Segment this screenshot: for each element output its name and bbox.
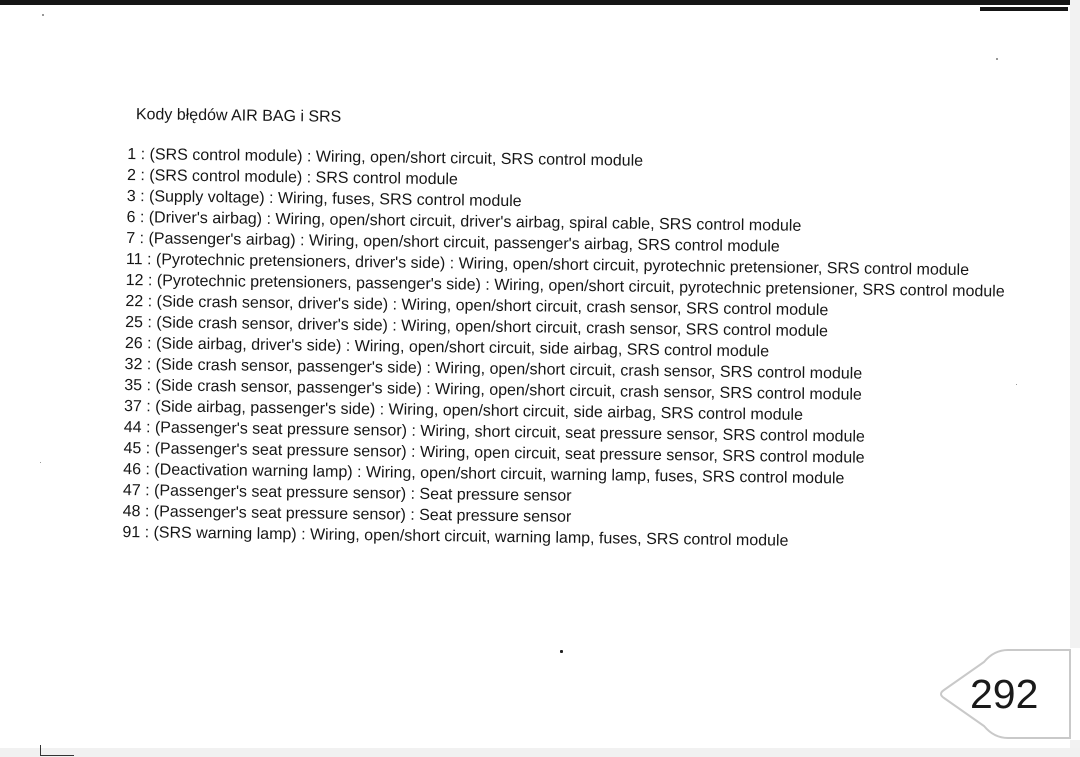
error-code-separator: : [142, 314, 157, 332]
error-code-description: (Side crash sensor, driver's side) : Wiring, open/short circuit, crash sensor, SRS control module [156, 293, 829, 320]
scan-speck [996, 58, 998, 60]
error-code-separator: : [142, 251, 157, 269]
scan-speck [42, 14, 44, 16]
top-border-rule [0, 0, 1080, 5]
error-code-separator: : [140, 461, 155, 479]
error-code-description: (Side crash sensor, passenger's side) : Wiring, open/short circuit, crash sensor, SRS control module [155, 356, 863, 383]
error-code-number: 37 [123, 397, 142, 416]
error-code-description: (SRS control module) : SRS control module [149, 167, 458, 189]
error-code-separator: : [140, 503, 154, 521]
error-code-separator: : [141, 440, 155, 458]
page-number: 292 [970, 671, 1039, 717]
error-code-number: 2 [126, 166, 137, 185]
error-code-number: 46 [123, 460, 142, 479]
error-code-description: (Pyrotechnic pretensioners, passenger's side) : Wiring, open/short circuit, pyrotechnic pretensioner, SRS control module [156, 272, 1005, 301]
error-code-separator: : [143, 293, 157, 311]
error-code-description: (Supply voltage) : Wiring, fuses, SRS control module [148, 188, 522, 211]
error-code-separator: : [136, 146, 150, 164]
error-code-separator: : [135, 209, 149, 227]
error-code-number: 45 [123, 439, 142, 458]
error-code-description: (Passenger's seat pressure sensor) : Wiring, short circuit, seat pressure sensor, SRS control module [154, 419, 865, 446]
error-code-separator: : [140, 482, 155, 500]
error-code-description: (Side crash sensor, driver's side) : Wiring, open/short circuit, crash sensor, SRS control module [156, 314, 829, 341]
error-code-separator: : [141, 419, 156, 437]
error-code-number: 7 [126, 229, 136, 248]
scan-speck [560, 650, 563, 653]
error-code-description: (Passenger's seat pressure sensor) : Wiring, open circuit, seat pressure sensor, SRS control module [154, 440, 865, 467]
error-code-description: (SRS warning lamp) : Wiring, open/short circuit, warning lamp, fuses, SRS control module [153, 524, 789, 550]
error-code-separator: : [142, 335, 157, 353]
page-bottom-edge [0, 748, 1080, 757]
page-right-edge [1070, 0, 1080, 757]
top-right-rule [980, 7, 1068, 11]
error-code-description: (Passenger's airbag) : Wiring, open/short circuit, passenger's airbag, SRS control module [148, 230, 780, 256]
error-code-number: 6 [126, 208, 136, 227]
error-code-description: (Driver's airbag) : Wiring, open/short circuit, driver's airbag, spiral cable, SRS control module [148, 209, 802, 235]
scan-speck [40, 462, 41, 463]
error-code-number: 44 [123, 418, 142, 437]
error-code-description: (Side airbag, driver's side) : Wiring, open/short circuit, side airbag, SRS control module [155, 335, 770, 361]
error-code-number: 25 [125, 313, 144, 332]
error-code-number: 22 [125, 292, 144, 311]
error-code-separator: : [135, 167, 150, 185]
error-code-separator: : [142, 377, 156, 395]
error-code-description: (Side airbag, passenger's side) : Wiring, open/short circuit, side airbag, SRS control module [155, 398, 804, 424]
error-code-separator: : [141, 398, 156, 416]
error-code-separator: : [143, 272, 157, 290]
crop-mark-horizontal [40, 755, 74, 756]
error-code-description: (Passenger's seat pressure sensor) : Seat pressure sensor [153, 503, 572, 526]
error-code-number: 12 [125, 271, 144, 290]
error-code-number: 32 [124, 355, 143, 374]
error-code-separator: : [142, 356, 156, 374]
error-code-number: 48 [122, 502, 141, 521]
error-code-description: (Pyrotechnic pretensioners, driver's side) : Wiring, open/short circuit, pyrotechnic pretensioner, SRS control module [155, 251, 970, 280]
error-code-separator: : [135, 188, 150, 206]
error-code-number: 35 [124, 376, 143, 395]
document-body [122, 105, 1038, 558]
error-code-number: 26 [124, 334, 143, 353]
error-code-number: 47 [122, 481, 141, 500]
error-code-number: 91 [122, 523, 141, 542]
error-code-description: (Passenger's seat pressure sensor) : Seat pressure sensor [153, 482, 572, 505]
error-code-list [122, 147, 1037, 553]
error-code-separator: : [135, 230, 149, 248]
error-code-description: (Deactivation warning lamp) : Wiring, open/short circuit, warning lamp, fuses, SRS control module [154, 461, 845, 488]
error-code-number: 11 [125, 250, 143, 269]
document-title: Kody błędów AIR BAG i SRS [135, 106, 342, 126]
error-code-number: 1 [127, 145, 137, 164]
error-code-description: (Side crash sensor, passenger's side) : Wiring, open/short circuit, crash sensor, SRS control module [155, 377, 863, 404]
error-code-number: 3 [126, 187, 136, 206]
error-code-separator: : [140, 524, 154, 542]
error-code-description: (SRS control module) : Wiring, open/short circuit, SRS control module [149, 146, 644, 170]
